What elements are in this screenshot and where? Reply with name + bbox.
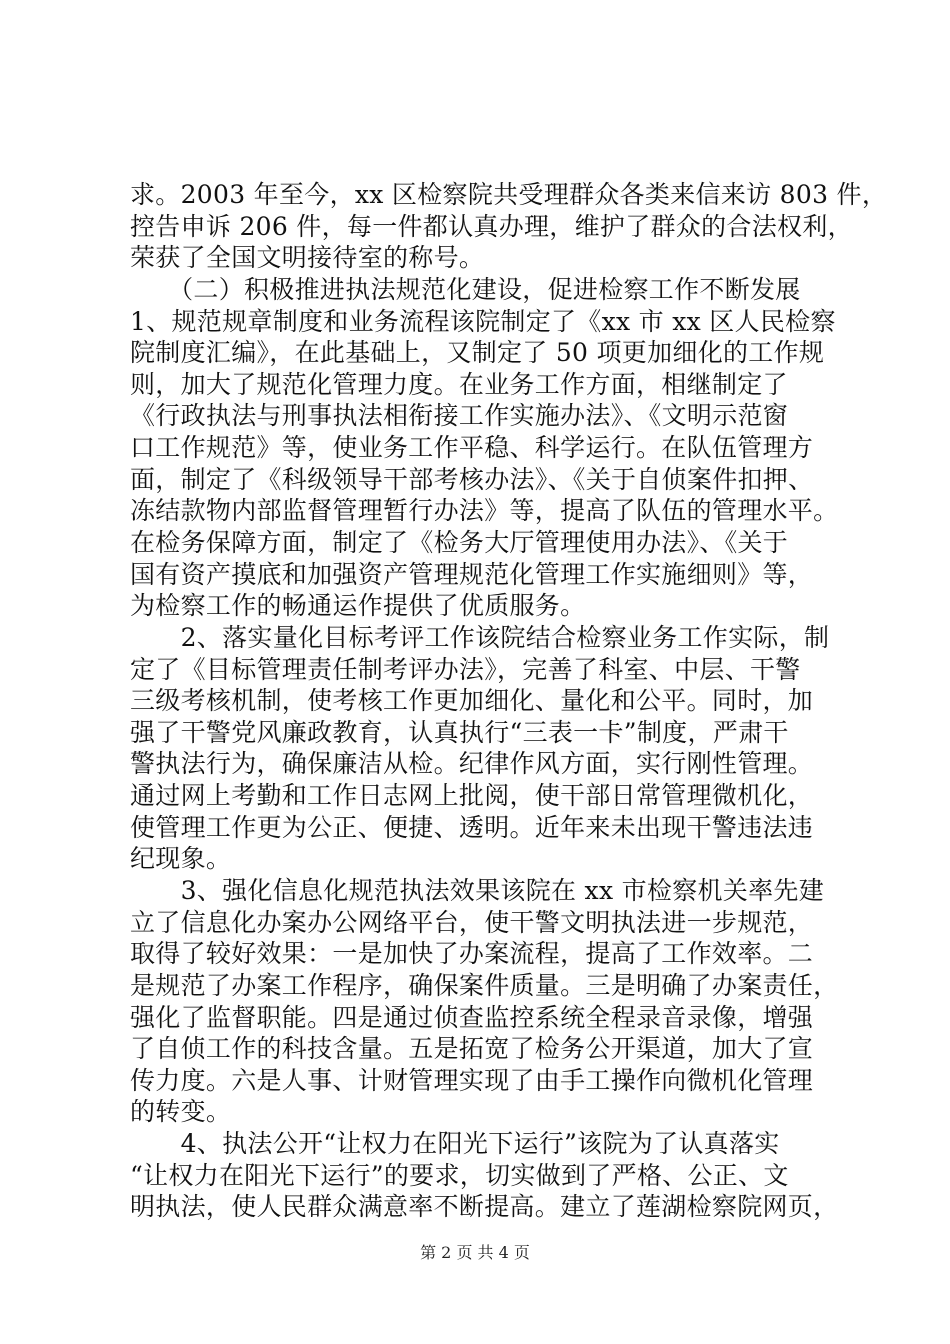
text-line: 纪现象。 bbox=[130, 844, 232, 874]
text-line: 冻结款物内部监督管理暂行办法》等，提高了队伍的管理水平。 bbox=[130, 496, 839, 526]
text-line: 国有资产摸底和加强资产管理规范化管理工作实施细则》等， bbox=[130, 559, 814, 589]
text-line: 立了信息化办案办公网络平台，使干警文明执法进一步规范， bbox=[130, 907, 814, 937]
text-line: 是规范了办案工作程序，确保案件质量。三是明确了办案责任， bbox=[130, 970, 839, 1000]
text-line: 3、强化信息化规范执法效果该院在 xx 市检察机关率先建 bbox=[130, 876, 824, 905]
text-line: 了自侦工作的科技含量。五是拓宽了检务公开渠道，加大了宣 bbox=[130, 1034, 814, 1064]
text-line: 1、规范规章制度和业务流程该院制定了《xx 市 xx 区人民检察 bbox=[130, 306, 836, 336]
text-line: 为检察工作的畅通运作提供了优质服务。 bbox=[130, 591, 586, 621]
text-line: 面，制定了《科级领导干部考核办法》、《关于自侦案件扣押、 bbox=[130, 464, 814, 494]
text-line: 使管理工作更为公正、便捷、透明。近年来未出现干警违法违 bbox=[130, 812, 814, 842]
text-line: 控告申诉 206 件，每一件都认真办理，维护了群众的合法权利， bbox=[130, 211, 853, 241]
text-line: 取得了较好效果：一是加快了办案流程，提高了工作效率。二 bbox=[130, 939, 814, 969]
text-line: 明执法，使人民群众满意率不断提高。建立了莲湖检察院网页， bbox=[130, 1192, 839, 1222]
text-line: 口工作规范》等，使业务工作平稳、科学运行。在队伍管理方 bbox=[130, 433, 814, 463]
text-line: “让权力在阳光下运行”的要求，切实做到了严格、公正、文 bbox=[130, 1160, 789, 1190]
text-line: 传力度。六是人事、计财管理实现了由手工操作向微机化管理 bbox=[130, 1065, 814, 1095]
text-line: 《行政执法与刑事执法相衔接工作实施办法》、《文明示范窗 bbox=[130, 401, 789, 431]
text-line: 的转变。 bbox=[130, 1097, 232, 1127]
text-line: 定了《目标管理责任制考评办法》，完善了科室、中层、干警 bbox=[130, 654, 801, 684]
text-line: 强了干警党风廉政教育，认真执行“三表一卡”制度，严肃干 bbox=[130, 717, 789, 747]
text-line: 在检务保障方面，制定了《检务大厅管理使用办法》、《关于 bbox=[130, 528, 789, 557]
section-heading: （二）积极推进执法规范化建设，促进检察工作不断发展 bbox=[130, 274, 801, 304]
text-line: 2、落实量化目标考评工作该院结合检察业务工作实际，制 bbox=[130, 622, 830, 652]
text-line: 通过网上考勤和工作日志网上批阅，使干部日常管理微机化， bbox=[130, 781, 814, 811]
page-footer: 第 2 页 共 4 页 bbox=[420, 1243, 530, 1262]
text-line: 警执法行为，确保廉洁从检。纪律作风方面，实行刚性管理。 bbox=[130, 749, 814, 779]
text-line: 院制度汇编》，在此基础上，又制定了 50 项更加细化的工作规 bbox=[130, 338, 825, 368]
text-line: 荣获了全国文明接待室的称号。 bbox=[130, 243, 485, 273]
text-line: 求。2003 年至今，xx 区检察院共受理群众各类来信来访 803 件， bbox=[130, 180, 888, 209]
text-line: 4、执法公开“让权力在阳光下运行”该院为了认真落实 bbox=[130, 1129, 780, 1159]
text-line: 则，加大了规范化管理力度。在业务工作方面，相继制定了 bbox=[130, 369, 788, 399]
text-line: 强化了监督职能。四是通过侦查监控系统全程录音录像，增强 bbox=[130, 1002, 814, 1032]
text-line: 三级考核机制，使考核工作更加细化、量化和公平。同时，加 bbox=[130, 686, 814, 716]
